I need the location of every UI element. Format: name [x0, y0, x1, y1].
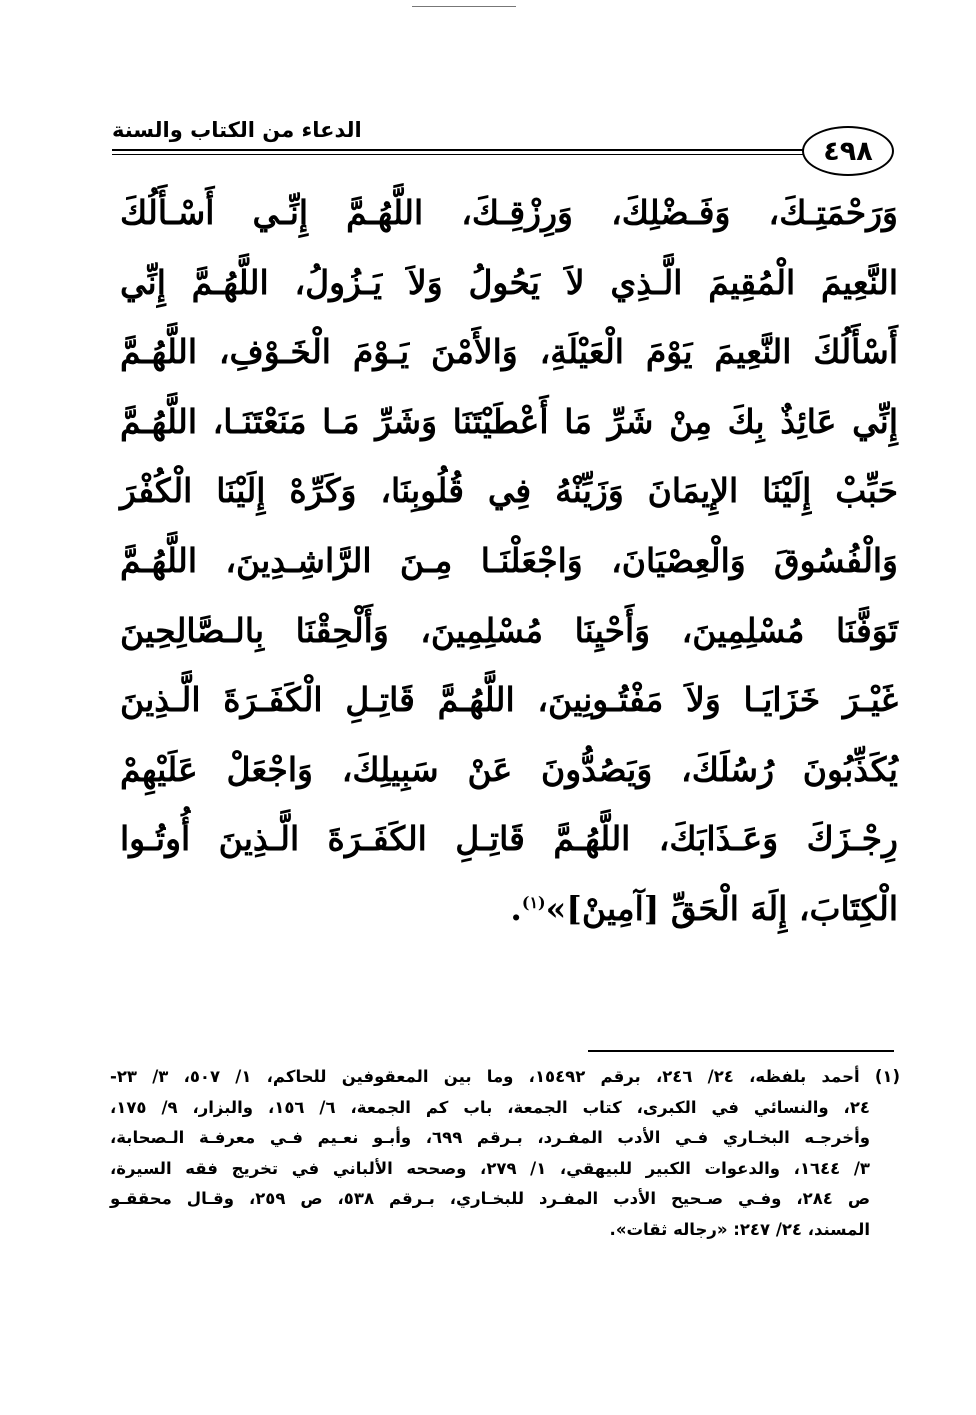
- text-line: تَوَفَّنَا مُسْلِمِينَ، وَأَحْيِنَا مُسْلِمِينَ، وَأَلْحِقْنَا بِالـصَّالِحِينَ: [120, 610, 898, 650]
- footnote-line: المسند، ٢٤/ ٢٤٧: «رجاله ثقات».: [609, 1219, 870, 1239]
- text-line: وَرَحْمَتِـكَ، وَفَـضْلِكَ، وَرِزْقِـكَ، اللَّهُـمَّ إِنِّـي أَسْـأَلُكَ: [120, 193, 898, 232]
- text-line-last: [120, 874, 898, 944]
- text-line: يُكَذِّبُونَ رُسُلَكَ، وَيَصُدُّونَ عَنْ سَبِيلِكَ، وَاجْعَلْ عَلَيْهِمْ: [120, 749, 898, 789]
- page-header: [112, 112, 894, 172]
- page-number-badge: [802, 126, 894, 176]
- text-line-last-content: الْكِتَابَ، إِلَهَ الْحَقِّ [آمِينْ]»: [545, 888, 898, 928]
- page-number: ٤٩٨: [823, 135, 873, 167]
- header-rule-thin: [112, 154, 814, 155]
- top-edge-mark: [412, 6, 516, 7]
- footnote-line: (١) أحمد بلفظه، ٢٤/ ٢٤٦، برقم ١٥٤٩٢، وما بين المعقوفين للحاكم، ١/ ٥٠٧، ٣/ ٢٣-: [110, 1067, 901, 1086]
- end-mark: .: [510, 888, 522, 928]
- main-text-block: [120, 178, 898, 944]
- text-line: النَّعِيمَ الْمُقِيمَ الَّـذِي لاَ يَحُولُ وَلاَ يَـزُولُ، اللَّهُـمَّ إِنِّي: [120, 262, 898, 302]
- footnote-separator: [588, 1050, 894, 1052]
- text-line: إِنِّي عَائِذٌ بِكَ مِنْ شَرِّ مَا أَعْطَيْتَنَا وَشَرِّ مَـا مَنَعْتَنَـا، اللَّهُـمَّ: [120, 401, 898, 441]
- header-rule-thick: [112, 149, 814, 151]
- footnotes-block: [110, 1062, 900, 1245]
- footnote-line: ٣/ ١٦٤٤، والدعوات الكبير للبيهقي، ١/ ٢٧٩، وصححه الألباني في تخريج فقه السيرة،: [110, 1158, 870, 1178]
- footnote-reference[interactable]: (١): [521, 892, 546, 912]
- footnote-line: ٢٤، والنسائي في الكبرى، كتاب الجمعة، باب كم الجمعة، ٦/ ١٥٦، والبزار، ٩/ ١٧٥،: [110, 1097, 870, 1117]
- text-line: أَسْأَلُكَ النَّعِيمَ يَوْمَ الْعَيْلَةِ، وَالأَمْنَ يَـوْمَ الْخَـوْفِ، اللَّهُـمَّ: [120, 332, 898, 372]
- footnote-line: وأخرجـه البخـاري فـي الأدب المفـرد، بـرقم ٦٩٩، وأبـو نعـيم فـي معرفـة الـصحابة،: [110, 1128, 871, 1147]
- text-line: وَالْفُسُوقَ وَالْعِصْيَانَ، وَاجْعَلْنَـا مِـنَ الرَّاشِـدِينَ، اللَّهُـمَّ: [120, 540, 898, 580]
- text-line: غَيْـرَ خَزَايَـا وَلاَ مَفْتُـونِينَ، اللَّهُـمَّ قَاتِـلِ الْكَفَـرَةَ الَّـذِينَ: [120, 680, 898, 720]
- running-title: الدعاء من الكتاب والسنة: [112, 118, 362, 142]
- text-line: حَبِّبْ إِلَيْنَا الإِيمَانَ وَزَيِّنْهُ فِي قُلُوبِنَا، وَكَرِّهْ إِلَيْنَا الْكُفْرَ: [120, 471, 898, 511]
- text-line: رِجْـزَكَ وَعَـذَابَكَ، اللَّهُـمَّ قَاتِـلِ الكَفَـرَةَ الَّـذِينَ أُوتُـوا: [120, 819, 898, 859]
- footnote-line: ص ٢٨٤، وفـي صـحيح الأدب المفـرد للبخـاري، بـرقم ٥٣٨، ص ٢٥٩، وقـال محققـو: [110, 1189, 871, 1208]
